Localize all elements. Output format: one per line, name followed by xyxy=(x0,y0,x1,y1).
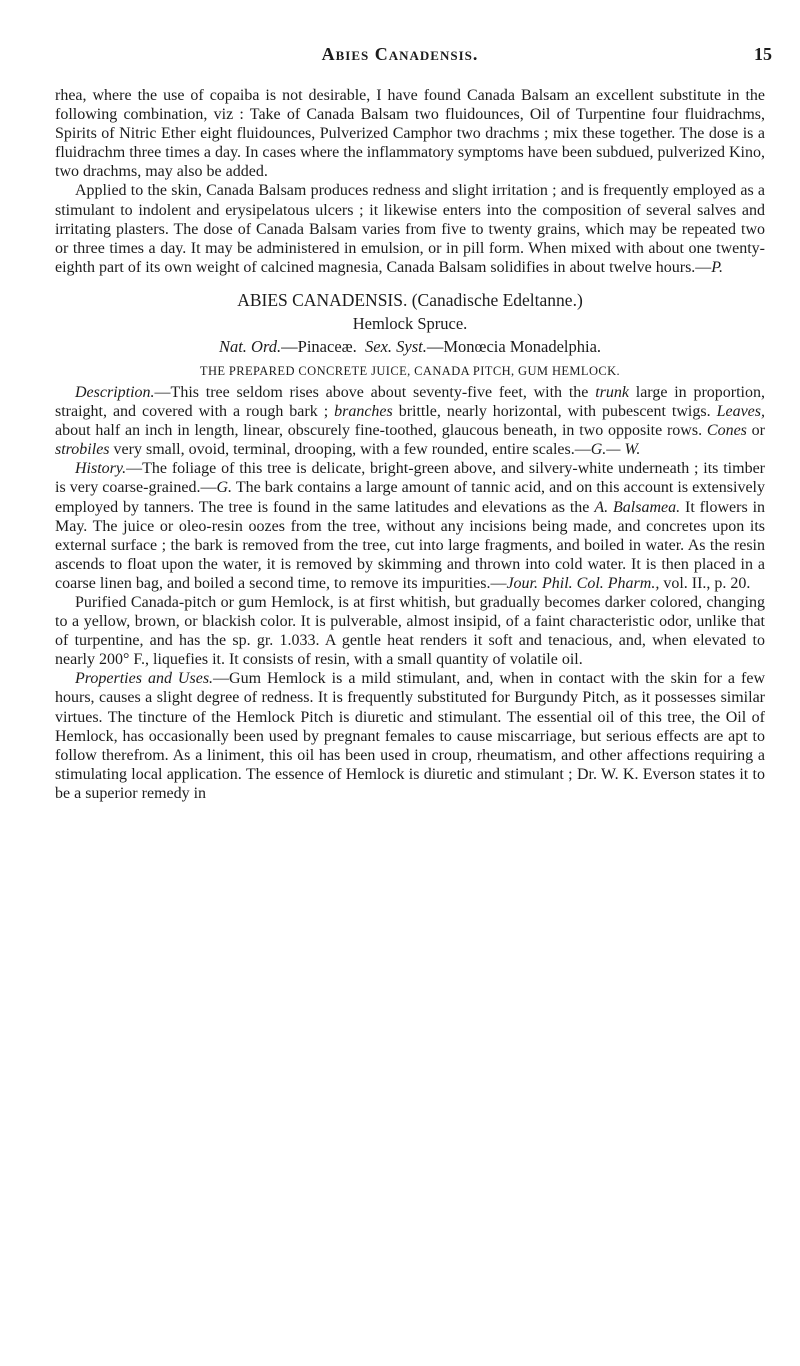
term-cones: Cones xyxy=(706,422,747,440)
nat-ord-value: —Pinaceæ. xyxy=(281,336,357,356)
article-heading: ABIES CANADENSIS. (Canadische Edeltanne.) xyxy=(237,289,583,310)
history-text: It flowers in May. The juice or oleo-resin oozes from the tree, without any incisions being made, and concretes upon its external surface ; the bark is removed from the tree, cut into large fragments, and boiled in water. As the resin ascends to float upon the water, it is removed by skimming and thrown into cold water. It is then placed in a coarse linen bag, and boiled a second time, to remove its impurities.— xyxy=(55,498,766,592)
history-text: vol. II., p. 20. xyxy=(659,574,751,592)
description-text: very small, ovoid, terminal, drooping, with a few rounded, entire scales.— xyxy=(109,441,591,459)
description-signature: G.— W. xyxy=(590,441,641,459)
nat-ord-label: Nat. Ord. xyxy=(218,336,282,356)
properties-text: —Gum Hemlock is a mild stimulant, and, when in contact with the skin for a few hours, causes a slight degree of redness. It is frequently substituted for Burgundy Pitch, as it possesses similar virtues. The tincture of the Hemlock Pitch is diuretic and stimulant. The essential oil of this tree, the Oil of Hemlock, has occasionally been used by pregnant females to cause miscarriage, but serious effects are apt to follow therefrom. As a liniment, this oil has been used in croup, rheumatism, and other affections requiring a stimulating local application. The essence of Hemlock is diuretic and stimulant ; Dr. W. K. Everson states it to be a superior remedy in xyxy=(55,670,765,802)
properties-paragraph xyxy=(55,669,765,803)
prepared-forms-line: THE PREPARED CONCRETE JUICE, CANADA PITCH, GUM HEMLOCK. xyxy=(199,363,621,378)
properties-label: Properties and Uses. xyxy=(75,670,214,688)
term-branches: branches xyxy=(334,403,393,421)
intro-paragraph-1: rhea, where the use of copaiba is not desirable, I have found Canada Balsam an excellent substitute in the following combination, viz : Take of Canada Balsam two fluidounces, Oil of Turpentine four fluidrachms, Spirits of Nitric Ether eight fluidounces, Pulverized Camphor two drachms ; mix these together. The dose is a fluidrachm three times a day. In cases where the inflammatory symptoms have been subdued, pulverized Kino, two drachms, may also be added. xyxy=(55,87,765,181)
purified-paragraph: Purified Canada-pitch or gum Hemlock, is at first whitish, but gradually becomes darker colored, changing to a yellow, brown, or blackish color. It is pulverable, almost insipid, of a faint characteristic odor, unlike that of turpentine, and has the sp. gr. 1.033. A gentle heat renders it soft and tenacious, and, when elevated to nearly 200° F., liquefies it. It consists of resin, with a small quantity of volatile oil. xyxy=(55,593,765,669)
body-text xyxy=(55,86,765,803)
intro-paragraph-2-text: Applied to the skin, Canada Balsam produces redness and slight irritation ; and is frequently employed as a stimulant to indolent and erysipelatous ulcers ; it likewise enters into the composition of several salves and irritating plasters. The dose of Canada Balsam varies from five to twenty grains, which may be repeated two or three times a day. It may be administered in emulsion, or in pill form. When mixed with about one twenty-eighth part of its own weight of calcined magnesia, Canada Balsam solidifies in about twelve hours.— xyxy=(55,182,765,276)
term-leaves: Leaves, xyxy=(716,403,765,421)
description-text: —This tree seldom rises above about seventy-five feet, with the xyxy=(154,383,596,401)
description-text: large in proportion, straight, and covered with a rough bark ; xyxy=(55,383,766,421)
sex-syst-label: Sex. Syst. xyxy=(365,336,427,356)
page-number: 15 xyxy=(754,44,772,64)
description-text: about half an inch in length, linear, obscurely fine-toothed, glaucous beneath, in two opposite rows. xyxy=(55,422,707,440)
history-signature: G. xyxy=(216,479,233,497)
history-text: The bark contains a large amount of tannic acid, and on this account is extensively employed by tanners. The tree is found in the same latitudes and elevations as the xyxy=(55,479,766,516)
journal-citation: Jour. Phil. Col. Pharm., xyxy=(506,574,660,592)
intro-signature: P. xyxy=(711,258,724,276)
sex-syst-value: —Monœcia Monadelphia. xyxy=(426,336,602,356)
classification-line xyxy=(55,336,765,357)
history-label: History. xyxy=(75,460,127,478)
term-trunk: trunk xyxy=(595,383,629,401)
description-text: or xyxy=(746,422,766,440)
common-name: Hemlock Spruce. xyxy=(352,313,468,333)
history-paragraph xyxy=(55,459,765,593)
intro-paragraph-2 xyxy=(55,181,765,276)
description-label: Description. xyxy=(75,383,155,401)
description-text: brittle, nearly horizontal, with pubescent twigs. xyxy=(392,403,717,421)
term-strobiles: strobiles xyxy=(55,441,110,459)
history-text: —The foliage of this tree is delicate, bright-green above, and silvery-white underneath ; its timber is very coarse-grained.— xyxy=(55,460,765,497)
description-paragraph xyxy=(55,383,765,459)
running-head xyxy=(0,44,800,74)
running-title: Abies Canadensis. xyxy=(321,44,479,64)
term-balsamea: A. Balsamea. xyxy=(594,498,681,516)
